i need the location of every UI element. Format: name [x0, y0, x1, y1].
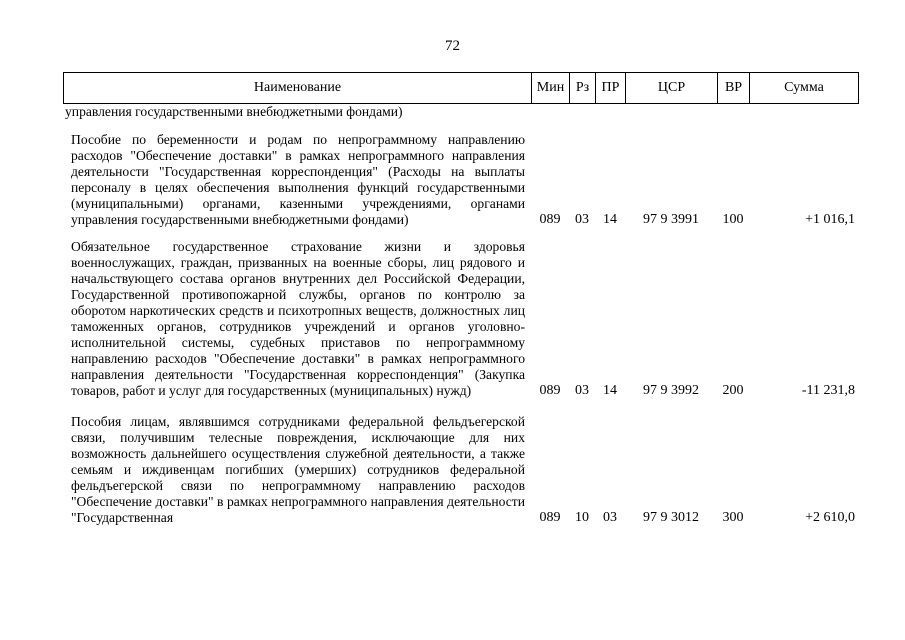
- row-vr: 200: [722, 383, 744, 398]
- table-row: [63, 132, 859, 228]
- row-rz: 03: [575, 212, 589, 227]
- table-header: [63, 72, 859, 104]
- budget-table: [63, 72, 859, 526]
- row-sum: +2 610,0: [805, 510, 855, 525]
- row-pr: 14: [603, 383, 617, 398]
- row-name: Обязательное государственное страхование жизни и здоровья военнослужащих, граждан, призванных на военные сборы, лиц рядового и начальствующего состава органов внутренних дел Российской Федерации, Государственной противопожарной службы, органов по контролю за оборотом наркотических средств и психотропных веществ, должностных лиц таможенных органов, сотрудников учреждений и органов уголовно-исполнительной системы, судебных приставов по непрограммному направлению расходов "Обеспечение доставки" в рамках непрограммного направления деятельности "Государственная корреспонденция" (Закупка товаров, работ и услуг для государственных (муниципальных) нужд): [71, 239, 525, 398]
- row-min: 089: [539, 212, 561, 227]
- table-row: [63, 414, 859, 526]
- row-rz: 03: [575, 383, 589, 398]
- header-min: Мин: [532, 73, 570, 103]
- page-number: 72: [445, 38, 460, 54]
- row-min: 089: [539, 383, 561, 398]
- header-name: Наименование: [64, 73, 532, 103]
- row-csr: 97 9 3012: [643, 510, 699, 525]
- row-vr: 300: [722, 510, 744, 525]
- row-name: Пособия лицам, являвшимся сотрудниками федеральной фельдъегерской связи, получившим телесные повреждения, исключающие для них возможность дальнейшего осуществления служебной деятельности, а также семьям и иждивенцам погибших (умерших) сотрудников федеральной фельдъегерской связи по непрограммному направлению расходов "Обеспечение доставки" в рамках непрограммного направления деятельности "Государственная: [71, 414, 525, 525]
- row-sum: -11 231,8: [801, 383, 855, 398]
- header-pr: ПР: [596, 73, 626, 103]
- header-sum: Сумма: [784, 80, 824, 95]
- row-name: Пособие по беременности и родам по непрограммному направлению расходов "Обеспечение доставки" в рамках непрограммного направления деятельности "Государственная корреспонденция" (Расходы на выплаты персоналу в целях обеспечения выполнения функций государственными (муниципальными) органами, казенными учреждениями, органами управления государственными внебюджетными фондами): [71, 132, 525, 227]
- row-pr: 14: [603, 212, 617, 227]
- header-csr: ЦСР: [626, 73, 718, 103]
- header-rz: Рз: [570, 73, 596, 103]
- row-csr: 97 9 3991: [643, 212, 699, 227]
- row-csr: 97 9 3992: [643, 383, 699, 398]
- row-pr: 03: [603, 510, 617, 525]
- row-rz: 10: [575, 510, 589, 525]
- row-continuation-text: управления государственными внебюджетными фондами): [65, 104, 403, 119]
- row-min: 089: [539, 510, 561, 525]
- row-vr: 100: [722, 212, 744, 227]
- row-sum: +1 016,1: [805, 212, 855, 227]
- table-row: [63, 239, 859, 399]
- table-row-continuation: [63, 104, 859, 120]
- header-vr: ВР: [718, 73, 750, 103]
